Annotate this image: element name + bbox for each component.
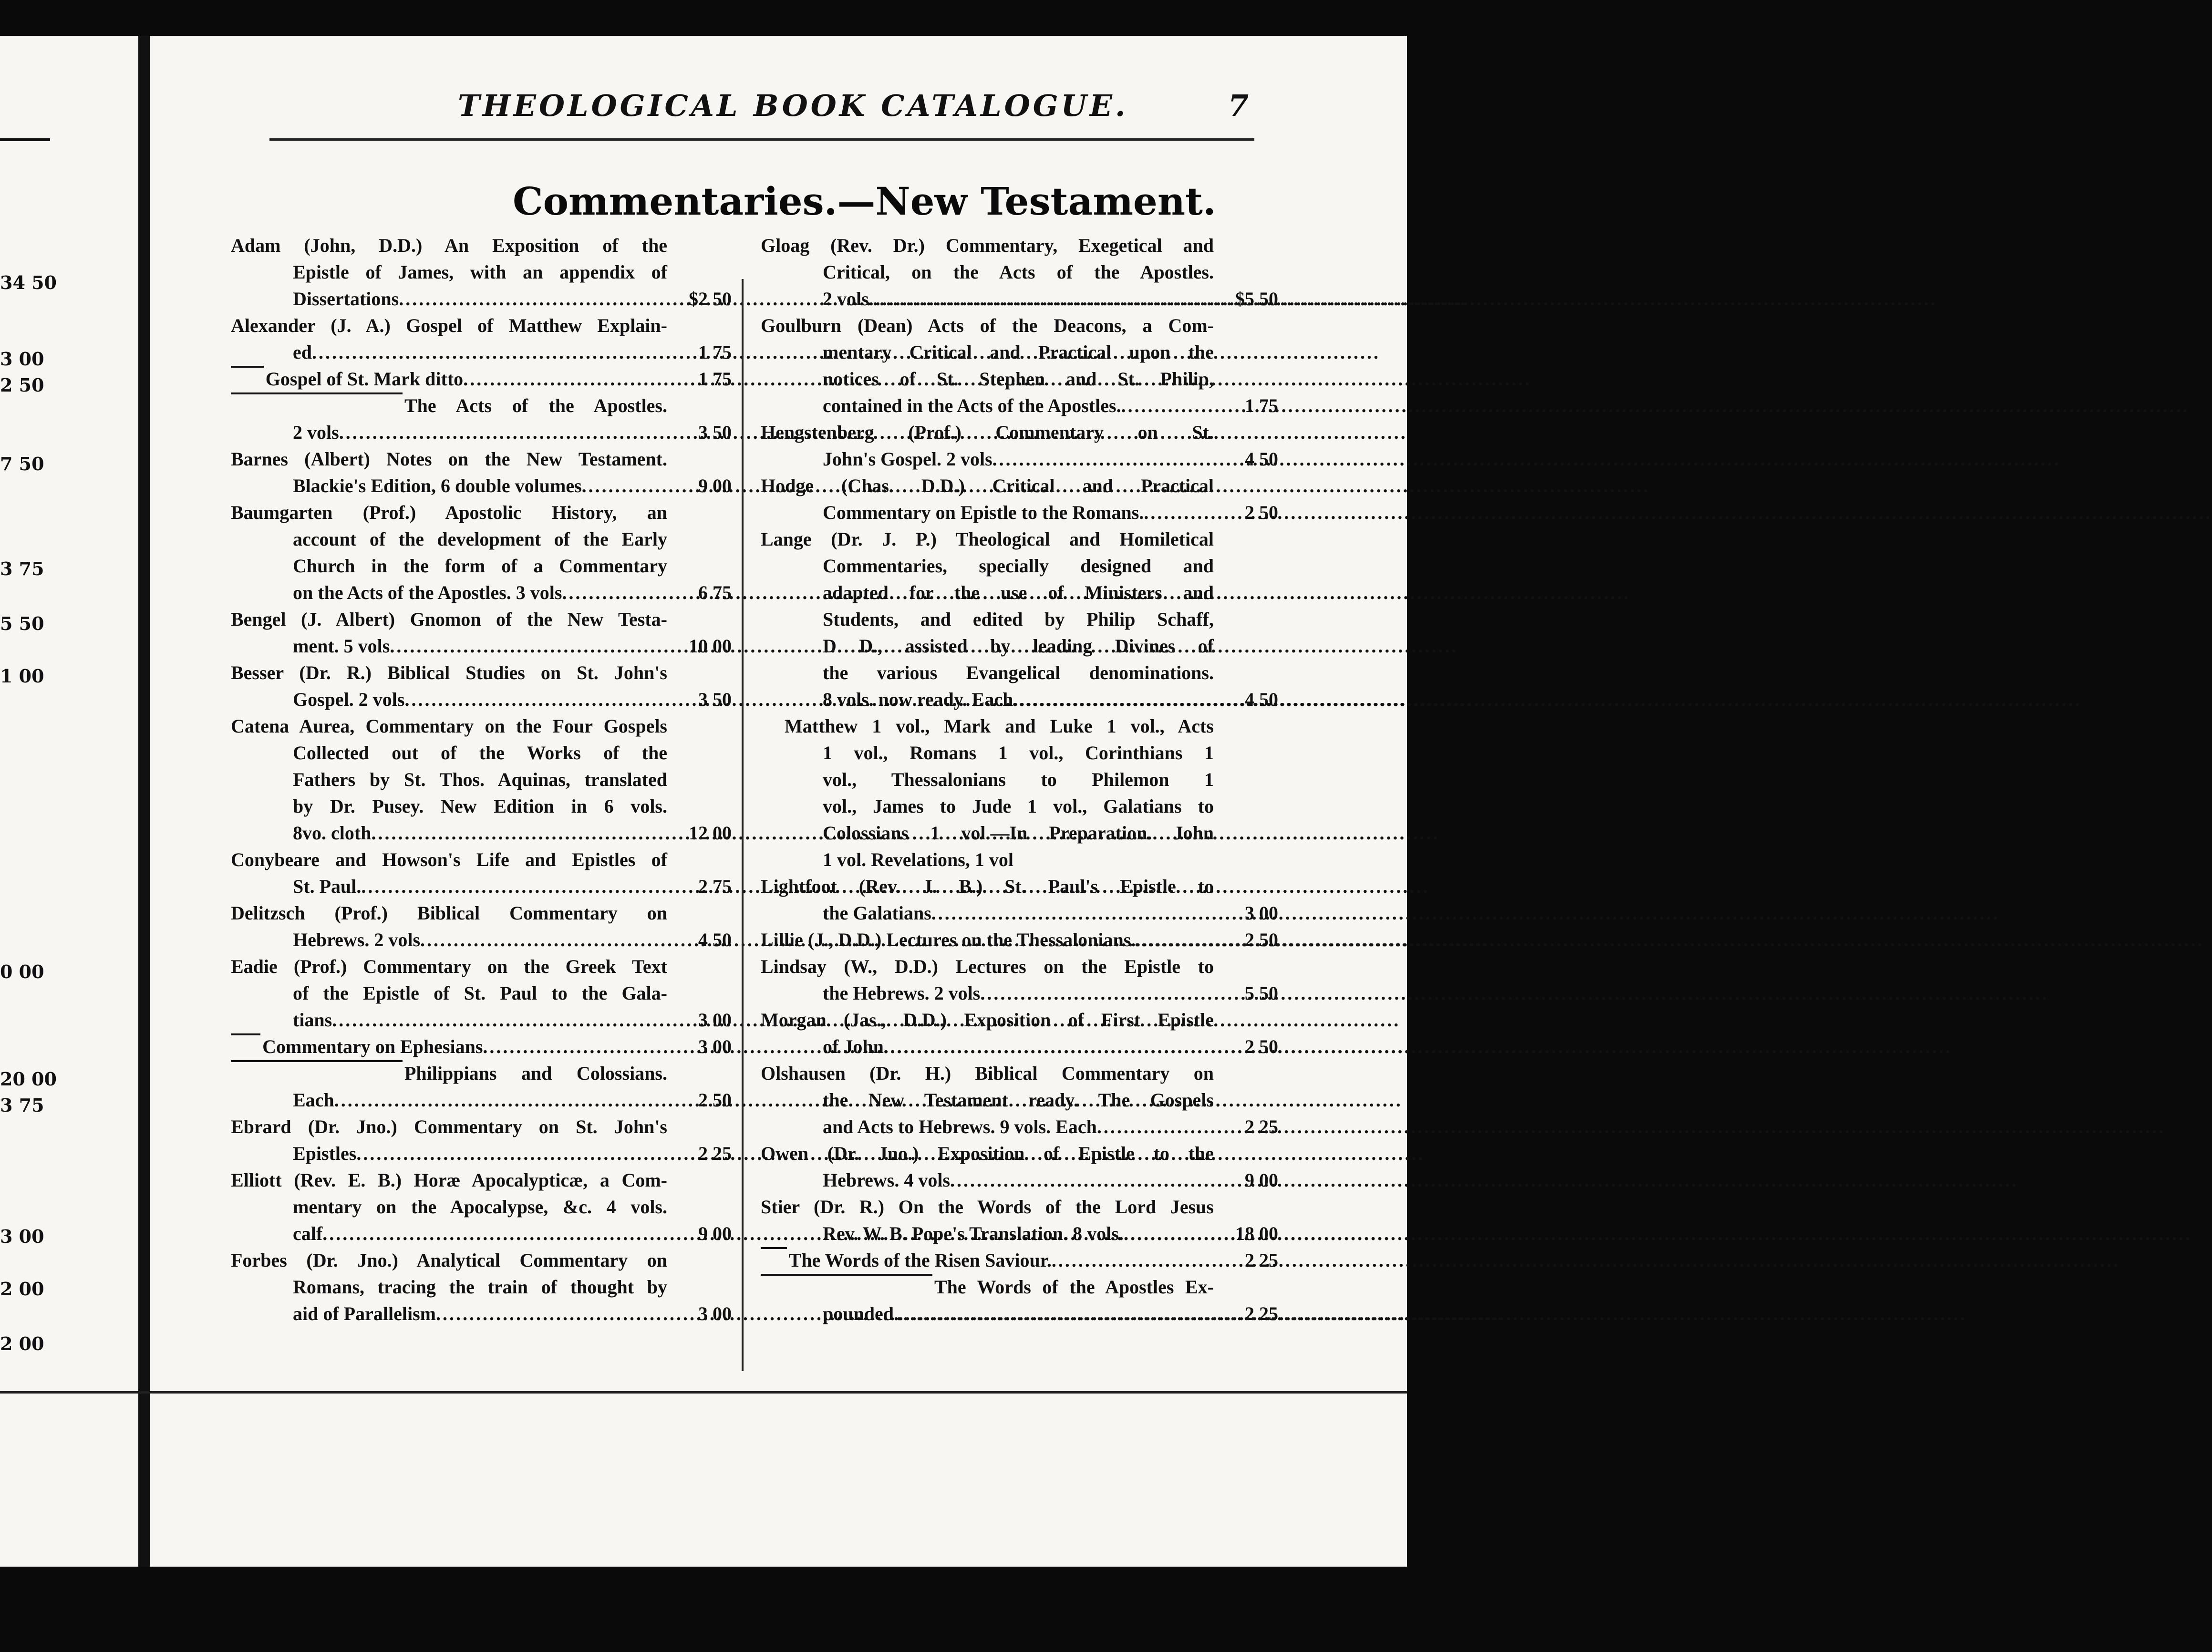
entry-price: 4 50 (1245, 689, 1278, 710)
catalogue-entry (761, 953, 1278, 1007)
left-page-price: 5 50 (0, 613, 44, 634)
catalogue-entry (761, 1194, 1278, 1247)
leader-dots (1097, 1114, 1214, 1140)
entry-text: Epistles (293, 1143, 357, 1164)
entry-text: 1 vol., Romans 1 vol., Corinthians 1 (823, 742, 1214, 764)
entry-price: 2 25 (698, 1143, 732, 1164)
ditto-dash (231, 366, 264, 392)
left-column (231, 232, 732, 1327)
catalogue-entry (231, 1167, 732, 1247)
leader-dots (1144, 499, 1214, 526)
entry-text: 8 vols. now ready. Each (823, 689, 1013, 710)
entry-text: the Galatians (823, 902, 931, 924)
entry-price: 2 50 (698, 1089, 732, 1111)
page-number: 7 (1228, 88, 1249, 123)
entry-text: Elliott (Rev. E. B.) Horæ Apocalypticæ, a Com- (231, 1169, 667, 1191)
left-page-price: 3 00 (0, 348, 44, 370)
catalogue-entry (761, 473, 1278, 526)
entry-text: ment. 5 vols (293, 635, 390, 657)
catalogue-page (0, 36, 1407, 1567)
catalogue-entry (231, 660, 732, 713)
catalogue-entry (231, 713, 732, 847)
catalogue-entry (761, 1274, 1278, 1327)
entry-text: aid of Parallelism (293, 1303, 436, 1324)
entry-text: Owen (Dr. Jno.) Exposition of Epistle to the (761, 1143, 1214, 1164)
entry-text: Stier (Dr. R.) On the Words of the Lord Jesus (761, 1196, 1214, 1218)
leader-dots (334, 1087, 667, 1114)
entry-text: The Words of the Risen Saviour. (788, 1249, 1052, 1271)
right-column (761, 232, 1278, 1327)
leader-dots (869, 286, 1214, 312)
leader-dots (1124, 1220, 1214, 1247)
left-page-price: 3 00 (0, 1226, 44, 1247)
running-title: THEOLOGICAL BOOK CATALOGUE. (458, 88, 1128, 123)
catalogue-entry (231, 392, 732, 446)
entry-text: the Hebrews. 2 vols (823, 982, 981, 1004)
entry-text: ed (293, 341, 312, 363)
entry-text: Lightfoot (Rev. J. B.) St. Paul's Epistle to (761, 876, 1214, 897)
catalogue-entry (231, 1247, 732, 1327)
entry-text: Lange (Dr. J. P.) Theological and Homiletical (761, 528, 1214, 550)
entry-text: account of the development of the Early (293, 528, 667, 550)
entry-text: and Acts to Hebrews. 9 vols. Each (823, 1116, 1097, 1137)
entry-text: Besser (Dr. R.) Biblical Studies on St. John's (231, 662, 667, 683)
catalogue-entry (761, 312, 1278, 419)
leader-dots (562, 579, 667, 606)
entry-text: John's Gospel. 2 vols (823, 448, 992, 470)
entry-text: vol., Thessalonians to Philemon 1 (823, 769, 1214, 790)
entry-price: 6 75 (698, 582, 732, 603)
entry-text: notices of St. Stephen and St. Philip, (823, 368, 1214, 390)
left-page-price: 2 00 (0, 1278, 44, 1300)
entry-price: 1 75 (698, 368, 732, 390)
catalogue-entry (761, 1247, 1278, 1274)
catalogue-entry (761, 1140, 1278, 1194)
leader-dots (992, 446, 1214, 473)
entry-text: Gloag (Rev. Dr.) Commentary, Exegetical and (761, 235, 1214, 256)
bottom-rule (0, 1391, 1407, 1394)
catalogue-entry (231, 1114, 732, 1167)
book-gutter (138, 36, 150, 1567)
entry-text: Matthew 1 vol., Mark and Luke 1 vol., Acts (785, 715, 1214, 737)
entry-text: Philippians and Colossians. (404, 1063, 667, 1084)
catalogue-entry (761, 927, 1278, 953)
entry-text: Commentary on Epistle to the Romans. (823, 502, 1144, 523)
entry-price: 3 50 (698, 689, 732, 710)
leader-dots (1136, 927, 1214, 953)
entry-text: the various Evangelical denominations. (823, 662, 1214, 683)
entry-text: calf (293, 1223, 323, 1244)
catalogue-entry (761, 1060, 1278, 1140)
entry-text: Hebrews. 2 vols (293, 929, 421, 950)
entry-text: Critical, on the Acts of the Apostles. (823, 261, 1214, 283)
entry-price: 12 00 (689, 822, 732, 844)
entry-text: Catena Aurea, Commentary on the Four Gospels (231, 715, 667, 737)
column-divider (742, 279, 744, 1371)
entry-text: by Dr. Pusey. New Edition in 6 vols. (293, 795, 667, 817)
entry-text: Olshausen (Dr. H.) Biblical Commentary on (761, 1063, 1214, 1084)
entry-text: Church in the form of a Commentary (293, 555, 667, 577)
catalogue-entry (761, 1007, 1278, 1060)
ditto-dash (231, 1060, 403, 1087)
ditto-dash (761, 1247, 787, 1274)
entry-text: Morgan (Jas., D.D.) Exposition of First Epistle (761, 1009, 1214, 1031)
entry-text: Blackie's Edition, 6 double volumes (293, 475, 582, 496)
catalogue-entry (761, 713, 1278, 873)
header-rule (269, 138, 1254, 141)
entry-price: 2 50 (1245, 929, 1278, 950)
leader-dots (483, 1033, 667, 1060)
entry-text: contained in the Acts of the Apostles. (823, 395, 1121, 416)
entry-text: Commentaries, specially designed and (823, 555, 1214, 577)
ditto-dash (231, 392, 403, 419)
entry-text: of the Epistle of St. Paul to the Gala- (293, 982, 667, 1004)
entry-price: 3 50 (698, 422, 732, 443)
entry-price: 10 00 (689, 635, 732, 657)
leader-dots (899, 1301, 1214, 1327)
entry-text: Delitzsch (Prof.) Biblical Commentary on (231, 902, 667, 924)
entry-text: Collected out of the Works of the (293, 742, 667, 764)
entry-text: Rev. W. B. Pope's Translation. 8 vols. (823, 1223, 1124, 1244)
left-page-price: 3 75 (0, 558, 44, 579)
entry-price: 9 00 (698, 475, 732, 496)
catalogue-entry (231, 847, 732, 900)
entry-price: 3 00 (1245, 902, 1278, 924)
catalogue-entry (231, 366, 732, 392)
entry-text: pounded. (823, 1303, 899, 1324)
catalogue-entry (231, 499, 732, 606)
entry-text: 2 vols (823, 288, 869, 310)
entry-text: Epistle of James, with an appendix of (293, 261, 667, 283)
entry-text: Students, and edited by Philip Schaff, (823, 609, 1214, 630)
entry-price: 3 00 (698, 1036, 732, 1057)
leader-dots (436, 1301, 667, 1327)
entry-text: Alexander (J. A.) Gospel of Matthew Explain- (231, 315, 667, 336)
entry-text: the New Testament ready. The Gospels (823, 1089, 1214, 1111)
entry-text: tians (293, 1009, 332, 1031)
leader-dots (404, 686, 667, 713)
entry-text: Hodge (Chas. D.D.) Critical and Practical (761, 475, 1214, 496)
leader-dots (1121, 392, 1214, 419)
entry-price: 1 75 (1245, 395, 1278, 416)
entry-price: 2 25 (1245, 1249, 1278, 1271)
entry-text: The Words of the Apostles Ex- (934, 1276, 1214, 1298)
leader-dots (312, 339, 667, 366)
leader-dots (1052, 1247, 1214, 1274)
entry-text: of John (823, 1036, 884, 1057)
leader-dots (361, 873, 667, 900)
catalogue-entry (231, 1060, 732, 1114)
left-page-price: 20 00 (0, 1068, 57, 1090)
leader-dots (950, 1167, 1214, 1194)
ditto-dash (231, 1033, 260, 1060)
entry-text: Conybeare and Howson's Life and Epistles of (231, 849, 667, 870)
entry-price: 3 00 (698, 1303, 732, 1324)
leader-dots (1013, 686, 1214, 713)
catalogue-entry (231, 953, 732, 1033)
entry-price: $5 50 (1235, 288, 1278, 310)
entry-text: Eadie (Prof.) Commentary on the Greek Text (231, 956, 667, 977)
left-page-price: 1 00 (0, 665, 44, 687)
catalogue-entry (231, 606, 732, 660)
entry-text: on the Acts of the Apostles. 3 vols (293, 582, 562, 603)
entry-price: 1 75 (698, 341, 732, 363)
entry-text: D D., assisted by leading Divines of (823, 635, 1214, 657)
section-title: Commentaries.—New Testament. (513, 179, 1216, 224)
entry-price: 2 25 (1245, 1116, 1278, 1137)
catalogue-entry (761, 232, 1278, 312)
entry-text: Each (293, 1089, 334, 1111)
leader-dots (399, 286, 667, 312)
ditto-dash (761, 1274, 932, 1301)
entry-text: Ebrard (Dr. Jno.) Commentary on St. John's (231, 1116, 667, 1137)
entry-price: 2 50 (1245, 502, 1278, 523)
entry-text: Hebrews. 4 vols (823, 1169, 951, 1191)
entry-text: Fathers by St. Thos. Aquinas, translated (293, 769, 667, 790)
leader-dots (371, 820, 667, 847)
entry-price: 4 50 (698, 929, 732, 950)
catalogue-entry (761, 873, 1278, 927)
leader-dots (322, 1220, 667, 1247)
entry-price: 9 00 (698, 1223, 732, 1244)
entry-text: adapted for the use of Ministers and (823, 582, 1214, 603)
entry-text: Gospel. 2 vols (293, 689, 405, 710)
leader-dots (356, 1140, 667, 1167)
entry-text: mentary on the Apocalypse, &c. 4 vols. (293, 1196, 667, 1218)
entry-text: 1 vol. Revelations, 1 vol (823, 849, 1013, 870)
leader-dots (463, 366, 667, 392)
left-page-price: 2 50 (0, 374, 44, 396)
leader-dots (980, 980, 1214, 1007)
catalogue-entry (761, 419, 1278, 473)
entry-text: mentary Critical and Practical upon the (823, 341, 1214, 363)
leader-dots (339, 419, 667, 446)
entry-price: 2 75 (698, 876, 732, 897)
leader-dots (582, 473, 667, 499)
entry-price: 2 50 (1245, 1036, 1278, 1057)
catalogue-entry (231, 446, 732, 499)
entry-price: 4 50 (1245, 448, 1278, 470)
leader-dots (390, 633, 667, 660)
entry-price: 18 00 (1235, 1223, 1278, 1244)
entry-text: 8vo. cloth (293, 822, 372, 844)
entry-price: 9 00 (1245, 1169, 1278, 1191)
entry-price: 3 00 (698, 1009, 732, 1031)
entry-text: Adam (John, D.D.) An Exposition of the (231, 235, 667, 256)
entry-text: Bengel (J. Albert) Gnomon of the New Testa- (231, 609, 667, 630)
entry-text: Barnes (Albert) Notes on the New Testament. (231, 448, 667, 470)
entry-text: 2 vols (293, 422, 339, 443)
left-page-price: 3 75 (0, 1094, 44, 1116)
leader-dots (884, 1033, 1214, 1060)
leader-dots (332, 1007, 667, 1033)
entry-text: Commentary on Ephesians (262, 1036, 483, 1057)
entry-text: The Acts of the Apostles. (404, 395, 667, 416)
catalogue-entry (231, 232, 732, 312)
entry-text: vol., James to Jude 1 vol., Galatians to (823, 795, 1214, 817)
catalogue-entry (231, 312, 732, 366)
entry-text: Forbes (Dr. Jno.) Analytical Commentary on (231, 1249, 667, 1271)
entry-text: Colossians 1 vol.—In Preparation. John (823, 822, 1214, 844)
entry-text: Dissertations (293, 288, 399, 310)
entry-text: Lillie (J., D.D.) Lectures on the Thessalonians. (761, 929, 1136, 950)
entry-text: Gospel of St. Mark ditto (265, 368, 464, 390)
left-page-price: 2 00 (0, 1333, 44, 1354)
catalogue-entry (231, 900, 732, 953)
entry-text: Lindsay (W., D.D.) Lectures on the Epistle to (761, 956, 1214, 977)
leader-dots (420, 927, 667, 953)
leader-dots (931, 900, 1214, 927)
entry-text: Goulburn (Dean) Acts of the Deacons, a Com- (761, 315, 1214, 336)
left-page-price-column (0, 36, 76, 1567)
entry-price: 5 50 (1245, 982, 1278, 1004)
catalogue-entry (761, 526, 1278, 713)
left-page-price: 0 00 (0, 961, 44, 982)
left-page-price: 7 50 (0, 453, 44, 475)
entry-price: $2 50 (689, 288, 732, 310)
catalogue-entry (231, 1033, 732, 1060)
entry-text: Baumgarten (Prof.) Apostolic History, an (231, 502, 667, 523)
entry-text: Hengstenberg (Prof.) Commentary on St. (761, 422, 1214, 443)
entry-text: St. Paul. (293, 876, 362, 897)
entry-text: Romans, tracing the train of thought by (293, 1276, 667, 1298)
left-page-price: 34 50 (0, 272, 57, 293)
entry-price: 2 25 (1245, 1303, 1278, 1324)
